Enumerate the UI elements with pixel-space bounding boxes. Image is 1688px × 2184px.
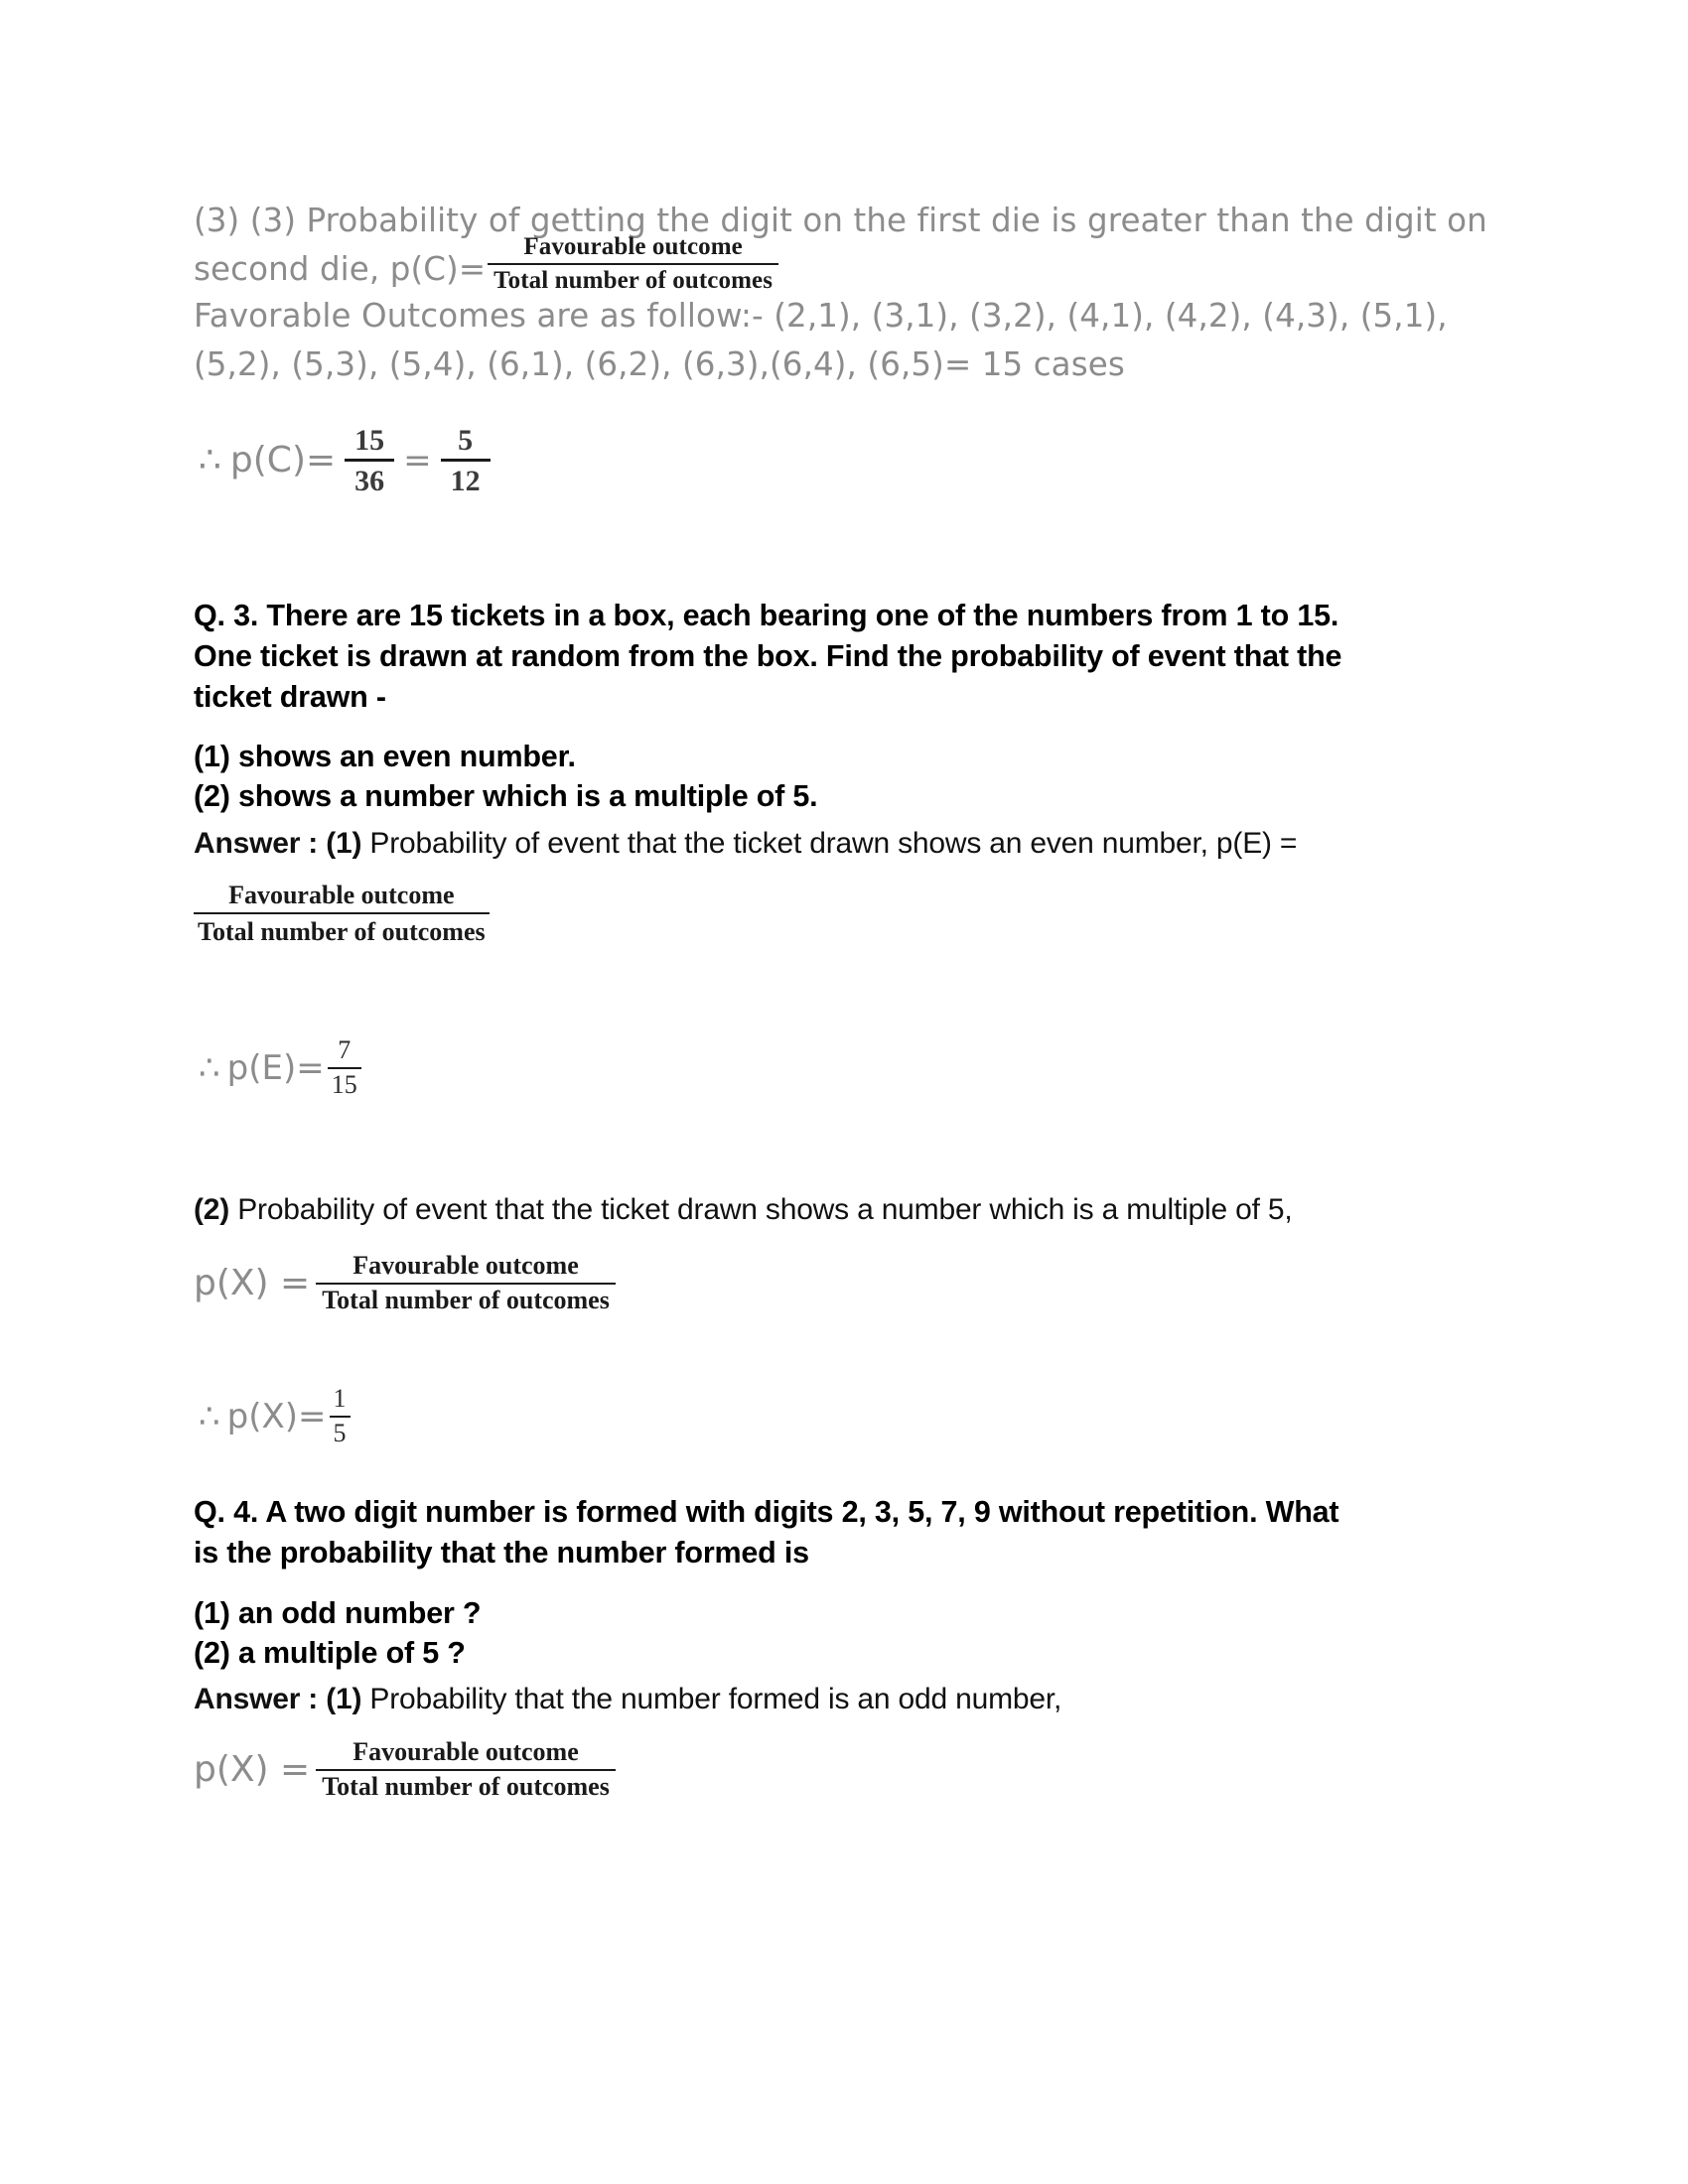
q3-item-1: (1) shows an even number. [194,740,576,773]
fraction [488,232,778,295]
q4-heading-line2: is the probability that the number formed is [194,1536,809,1570]
q3-heading-line3: ticket drawn - [194,680,386,714]
fraction-numerator: 7 [328,1035,361,1069]
pe-label: p(E)= [226,1047,325,1088]
q3-items [194,737,1489,816]
fraction-denominator: 36 [354,465,385,498]
q4-answer1-prefix: Answer : (1) [194,1683,362,1715]
q3-heading [194,596,1489,718]
px-formula-line [194,1251,616,1315]
therefore-symbol: ∴ [199,440,221,481]
px-result-line [199,1384,351,1448]
pe-fraction [328,1035,361,1100]
equals-symbol: = [403,441,432,481]
outcomes-line1: (2,1), (3,1), (3,2), (4,1), (4,2), (4,3), (5,1), [774,297,1448,335]
fraction-numerator: Favourable outcome [488,232,778,265]
q3-answer1-text: Probability of event that the ticket drawn shows an even number, p(E) = [361,827,1298,860]
px-fraction [316,1251,616,1315]
q3-answer1-line [194,823,1489,864]
px-result-equation [199,1384,351,1448]
part3-line2 [194,233,1489,295]
q4-px-label: p(X) = [194,1748,311,1790]
q3-answer1-prefix: Answer : (1) [194,827,362,860]
fraction-numerator: 15 [345,423,394,462]
pc-fraction-2 [441,423,491,499]
pc-equation-line [199,423,491,499]
favorable-intro: Favorable Outcomes are as follow:- [194,297,764,335]
part3-line1: (3) (3) Probability of getting the digit on the first die is greater than the digit on [194,202,1487,239]
q3-answer2-formula [194,1251,616,1315]
q4-heading [194,1492,1489,1573]
q4-heading-line1: Q. 4. A two digit number is formed with digits 2, 3, 5, 7, 9 without repetition. What [194,1495,1339,1529]
part3-favorable-line [194,292,1489,341]
px-label: p(X) = [194,1262,311,1303]
fraction-numerator: Favourable outcome [316,1737,616,1771]
pe-result-equation [199,1035,361,1100]
part3-paragraph [194,197,1489,389]
q4-px-formula-line [194,1737,616,1802]
fraction-numerator: 5 [441,423,491,462]
part3-line2-prefix: second die, p(C)= [194,250,487,288]
q3-heading-line2: One ticket is drawn at random from the box. Find the probability of event that the [194,639,1342,673]
pc-result-equation [199,423,491,499]
part3-inline-fraction [488,232,778,295]
therefore-symbol: ∴ [199,1047,220,1088]
q4-answer1-formula [194,1737,616,1802]
fraction-numerator: Favourable outcome [316,1251,616,1285]
pc-fraction-1 [345,423,394,499]
fraction-denominator: Total number of outcomes [198,917,486,947]
outcomes-line2: (5,2), (5,3), (5,4), (6,1), (6,2), (6,3),(6,4), (6,5)= 15 cases [194,345,1125,383]
q4-items [194,1593,1489,1673]
fraction-numerator: Favourable outcome [194,880,490,914]
q4-answer1-line [194,1679,1489,1719]
px-result-fraction [330,1384,351,1448]
q3-heading-line1: Q. 3. There are 15 tickets in a box, each bearing one of the numbers from 1 to 15. [194,599,1339,632]
q4-item-2: (2) a multiple of 5 ? [194,1636,466,1670]
therefore-symbol: ∴ [199,1396,220,1436]
fraction-denominator: Total number of outcomes [493,266,774,294]
q3-item-2: (2) shows a number which is a multiple of 5. [194,779,818,813]
q4-answer1-text: Probability that the number formed is an odd number, [361,1683,1062,1715]
pc-label: p(C)= [229,440,337,481]
px-result-label: p(X)= [226,1396,327,1436]
q4-px-fraction [316,1737,616,1802]
fraction-denominator: 12 [450,465,481,498]
fraction-denominator: Total number of outcomes [322,1285,610,1314]
pe-equation-line [199,1035,361,1100]
q3-answer2-line [194,1189,1489,1230]
q3-answer1-fraction [194,880,490,947]
fraction-denominator: 15 [331,1069,357,1099]
fraction [194,880,490,947]
fraction-denominator: Total number of outcomes [322,1771,610,1801]
q3-answer2-text: Probability of event that the ticket drawn shows a number which is a multiple of 5, [229,1193,1293,1226]
q4-item-1: (1) an odd number ? [194,1596,482,1630]
fraction-denominator: 5 [333,1418,347,1447]
q3-answer2-prefix: (2) [194,1193,230,1226]
fraction-numerator: 1 [330,1384,351,1418]
